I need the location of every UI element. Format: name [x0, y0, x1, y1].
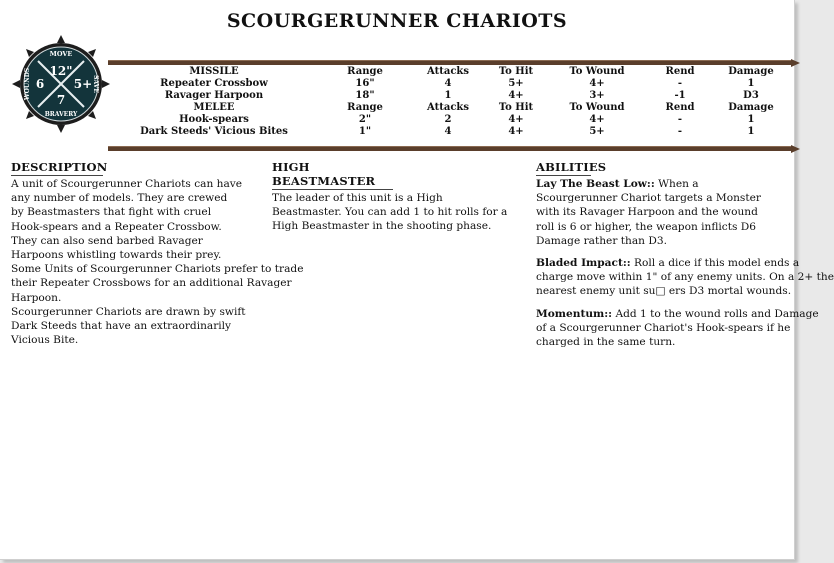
weapon-range: 2" [358, 114, 372, 125]
page-title: SCOURGERUNNER CHARIOTS [226, 10, 568, 32]
ability-name: Bladed Impact:: [536, 257, 631, 270]
high-beastmaster-line: Beastmaster. You can add 1 to hit rolls for a [272, 206, 508, 219]
weapons-table [110, 66, 788, 138]
ability-bladed-impact [536, 256, 834, 299]
ability-line: of a Scourgerunner Chariot's Hook-spears if he [536, 321, 791, 334]
weapon-attacks: 4 [444, 78, 452, 89]
rend-header: Rend [665, 102, 695, 113]
weapon-damage: 1 [747, 78, 755, 89]
weapon-damage: D3 [743, 90, 759, 101]
ability-line: Scourgerunner Chariot targets a Monster [536, 192, 761, 205]
attacks-header: Attacks [427, 66, 469, 77]
weapon-to-hit: 4+ [508, 90, 524, 101]
ability-first-line [536, 307, 819, 321]
weapon-to-wound: 4+ [589, 78, 605, 89]
damage-header: Damage [728, 102, 774, 113]
weapon-rend: -1 [674, 90, 686, 101]
weapons-top-bar [108, 60, 792, 65]
ability-line: charged in the same turn. [536, 336, 676, 349]
ability-line: nearest enemy unit su□ ers D3 mortal wounds. [536, 285, 792, 298]
to-hit-header: To Hit [498, 66, 534, 77]
bravery-value: 7 [56, 93, 66, 107]
description-line: Scourgerunner Chariots are drawn by swift [11, 305, 246, 318]
description-line: Hook-spears and a Repeater Crossbow. [11, 220, 222, 233]
weapon-to-hit: 4+ [508, 114, 524, 125]
ability-text: Roll a dice if this model ends a [630, 257, 800, 270]
abilities-heading: ABILITIES [536, 160, 607, 174]
melee-header: MELEE [193, 102, 235, 113]
weapon-name: Dark Steeds' Vicious Bites [140, 126, 288, 137]
weapon-attacks: 2 [444, 114, 452, 125]
ability-line: Damage rather than D3. [536, 234, 667, 247]
move-label: MOVE [49, 50, 73, 58]
ability-line: charge move within 1" of any enemy units. On a 2+ the [536, 271, 834, 284]
ability-line: with its Ravager Harpoon and the wound [536, 206, 758, 219]
ability-text: When a [654, 178, 699, 190]
weapon-rend: - [677, 78, 683, 89]
to-hit-header: To Hit [498, 102, 534, 113]
weapon-row [110, 78, 788, 90]
attacks-header: Attacks [427, 102, 469, 113]
description-line: by Beastmasters that fight with cruel [11, 206, 212, 219]
bravery-label: BRAVERY [44, 111, 78, 118]
weapon-attacks: 4 [444, 126, 452, 137]
description-line: They can also send barbed Ravager [11, 234, 203, 247]
description-line: Harpoon. [11, 291, 62, 304]
weapon-name: Hook-spears [179, 114, 249, 125]
damage-header: Damage [728, 66, 774, 77]
missile-header: MISSILE [189, 66, 239, 77]
ability-first-line [536, 256, 800, 270]
weapon-range: 1" [358, 126, 372, 137]
missile-header-row [110, 66, 788, 78]
range-header: Range [347, 102, 383, 113]
ability-line: roll is 6 or higher, the weapon inflicts D6 [536, 220, 757, 233]
weapon-rend: - [677, 114, 683, 125]
weapon-row [110, 90, 788, 102]
weapon-damage: 1 [747, 114, 755, 125]
move-value: 12" [49, 64, 73, 78]
description-section [11, 160, 304, 347]
ability-name: Lay The Beast Low:: [536, 178, 655, 190]
weapon-name: Repeater Crossbow [160, 78, 268, 89]
weapon-row [110, 114, 788, 126]
weapon-to-hit: 4+ [508, 126, 524, 137]
weapon-to-wound: 4+ [589, 114, 605, 125]
high-beastmaster-heading: HIGH BEASTMASTER [272, 160, 393, 190]
weapon-to-wound: 5+ [589, 126, 605, 137]
weapon-range: 16" [355, 78, 375, 89]
high-beastmaster-section [272, 160, 508, 234]
weapon-name: Ravager Harpoon [164, 90, 264, 101]
weapon-range: 18" [355, 90, 375, 101]
range-header: Range [347, 66, 383, 77]
weapons-bottom-bar [108, 146, 792, 151]
to-wound-header: To Wound [569, 102, 625, 113]
description-line: their Repeater Crossbows for an additional Ravager [11, 277, 292, 290]
weapon-rend: - [677, 126, 683, 137]
description-line: any number of models. They are crewed [11, 192, 228, 205]
weapon-to-hit: 5+ [508, 78, 524, 89]
to-wound-header: To Wound [569, 66, 625, 77]
high-beastmaster-line: The leader of this unit is a High [272, 192, 443, 204]
stat-wheel [12, 35, 110, 133]
weapon-damage: 1 [747, 126, 755, 137]
abilities-section [536, 160, 834, 357]
weapon-attacks: 1 [444, 90, 452, 101]
wounds-value: 6 [35, 77, 45, 91]
description-heading: DESCRIPTION [11, 160, 108, 174]
save-label: SAVE [92, 75, 99, 93]
ability-first-line [536, 177, 786, 191]
save-value: 5+ [73, 77, 93, 91]
ability-momentum [536, 307, 819, 350]
description-line: Some Units of Scourgerunner Chariots prefer to trade [11, 263, 304, 276]
description-line: A unit of Scourgerunner Chariots can have [11, 178, 243, 190]
description-line: Dark Steeds that have an extraordinarily [11, 320, 232, 333]
description-line: Harpoons whistling towards their prey. [11, 249, 222, 262]
weapon-row [110, 126, 788, 138]
ability-lay-the-beast-low [536, 177, 786, 248]
high-beastmaster-line: High Beastmaster in the shooting phase. [272, 220, 492, 233]
wounds-label: WOUNDS [24, 67, 31, 101]
weapon-to-wound: 3+ [589, 90, 605, 101]
description-line: Vicious Bite. [11, 334, 79, 347]
ability-name: Momentum:: [536, 307, 613, 320]
rend-header: Rend [665, 66, 695, 77]
ability-text: Add 1 to the wound rolls and Damage [612, 307, 819, 320]
melee-header-row [110, 102, 788, 114]
